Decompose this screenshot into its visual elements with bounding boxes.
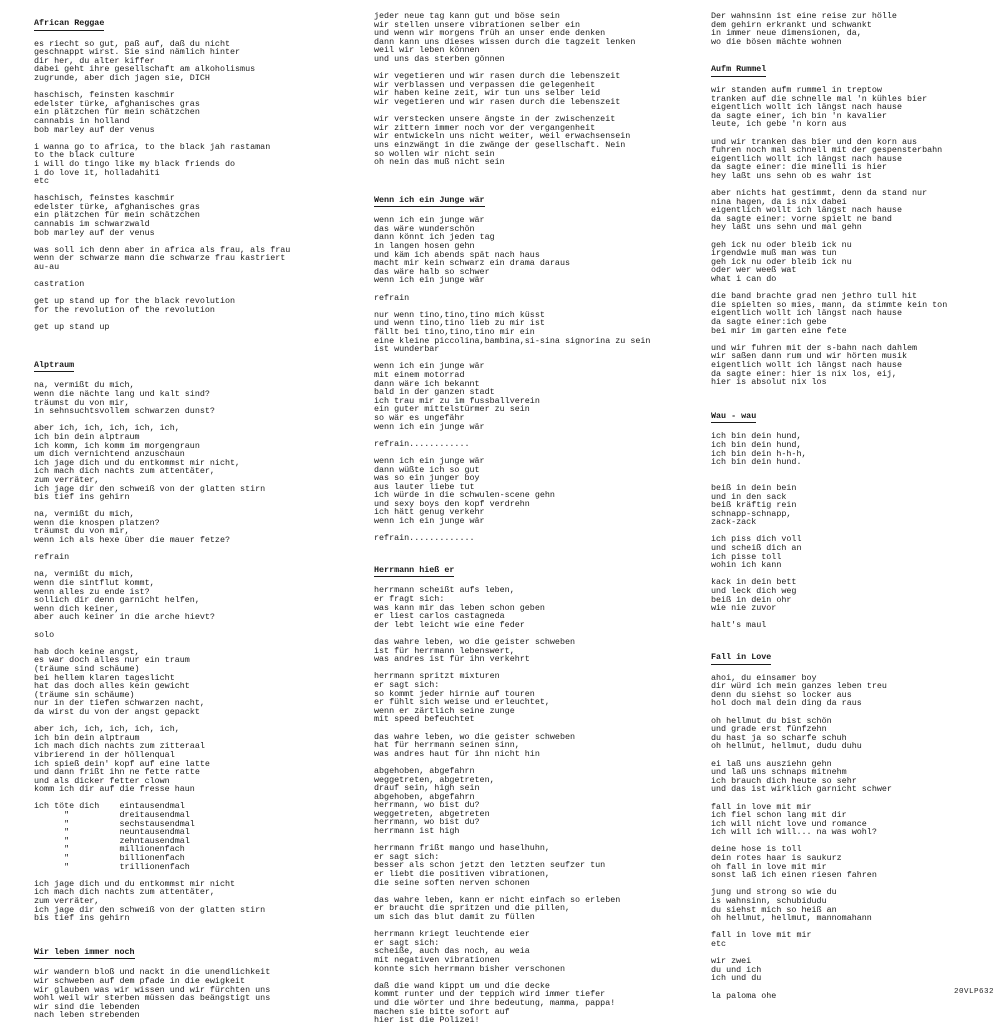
lyric-line: is wahnsinn, schubidudu xyxy=(711,896,827,907)
lyric-line: und käm ich abends spät nach haus xyxy=(374,249,540,260)
lyric-line: beiß kräftig rein xyxy=(711,500,797,511)
song-title: Aufm Rummel xyxy=(711,65,766,77)
lyric-line: dabei geht ihre gesellschaft am alkoholismus xyxy=(34,64,256,75)
lyric-line: wir stellen unsere vibrationen selber ein xyxy=(374,19,581,30)
lyric-line: herrmann, wo bist du? xyxy=(374,817,480,828)
lyric-line: ich hätt genug verkehr xyxy=(374,507,485,518)
lyric-line: bei hellem klaren tageslicht xyxy=(34,672,175,683)
lyric-line: hat für herrmann seinen sinn, xyxy=(374,740,520,751)
lyric-line: oder wer weeß wat xyxy=(711,265,797,276)
lyric-line: jung und strong so wie du xyxy=(711,887,837,898)
lyric-line: und das ist wirklich garnicht schwer xyxy=(711,784,892,795)
lyric-line: dir würd ich mein ganzes leben treu xyxy=(711,681,887,692)
lyric-line: wenn die nächte lang und kalt sind? xyxy=(34,388,210,399)
lyric-line: abgehoben, abgefahrn xyxy=(374,791,475,802)
lyric-line: " millionenfach xyxy=(34,844,185,855)
lyric-line: wohin ich kann xyxy=(711,560,782,571)
lyric-line: träumst du von mir, xyxy=(34,526,130,537)
lyric-line: beiß in dein ohr xyxy=(711,594,792,605)
stanza-gap xyxy=(374,285,704,294)
lyric-line: " neuntausendmal xyxy=(34,827,190,838)
lyric-line: so wär es ungefähr xyxy=(374,412,465,423)
lyric-line: " zehntausendmal xyxy=(34,835,190,846)
lyric-line: ich jage dich und du entkommst mir nicht xyxy=(34,878,236,889)
lyric-line: ich würde in die schwulen-scene gehn xyxy=(374,490,555,501)
lyric-line: ich bin dein hund. xyxy=(711,457,802,468)
lyric-line: oh hellmut, hellmut, mannomahann xyxy=(711,913,872,924)
lyric-line: zugrunde, aber dich jagen sie, DICH xyxy=(34,72,210,83)
lyric-line: eigentlich wollt ich längst nach hause xyxy=(711,205,902,216)
lyrics-column-right xyxy=(711,12,995,1000)
lyric-line: das wahre leben, wo die geister schweben xyxy=(374,637,576,647)
lyric-line: er liebt die positiven vibrationen, xyxy=(374,869,550,880)
lyric-line: hey laßt uns sehn und mal gehn xyxy=(711,222,862,233)
song-title: Wir leben immer noch xyxy=(34,948,135,960)
lyric-line: und leck dich weg xyxy=(711,586,797,597)
lyric-line: wenn der schwarze mann die schwarze frau kastriert xyxy=(34,253,286,264)
lyric-line: komm ich dir auf die fresse haun xyxy=(34,784,195,795)
lyric-line: geschnappt wirst. Sie sind nämlich hinter xyxy=(34,47,241,58)
lyric-line: herrmann spritzt mixturen xyxy=(374,671,500,682)
lyric-line: ich brauch dich heute so sehr xyxy=(711,775,857,786)
lyric-line: castration xyxy=(34,279,85,290)
lyric-line: ich bin dein alptraum xyxy=(34,732,140,743)
lyric-line: du hast ja so scharfe schuh xyxy=(711,732,847,743)
lyric-line: ich töte dich eintausendmal xyxy=(34,801,185,812)
lyric-line: i will do tingo like my black friends do xyxy=(34,158,236,169)
lyric-line: wo die bösen mächte wohnen xyxy=(711,36,842,47)
lyric-line: du und ich xyxy=(711,964,762,975)
lyric-line: er braucht die spritzen und die pillen, xyxy=(374,903,571,914)
lyric-line: in langen hosen gehn xyxy=(374,241,475,252)
song-block xyxy=(711,12,995,46)
lyric-line: get up stand up for the black revolution xyxy=(34,296,236,307)
lyric-line: etc xyxy=(711,939,727,949)
lyric-line: zack-zack xyxy=(711,517,757,528)
lyric-line: bald in der ganzen stadt xyxy=(374,387,495,398)
lyric-line: und wir fuhren mit der s-bahn nach dahlem xyxy=(711,342,918,353)
lyric-line: dir her, du alter kiffer xyxy=(34,55,155,66)
lyric-line: was kann mir das leben schon geben xyxy=(374,602,545,613)
lyric-line: nach leben strebenden xyxy=(34,1010,140,1021)
lyric-line: er sagt sich: xyxy=(374,679,440,690)
song-title: Wau - wau xyxy=(711,412,756,424)
lyric-line: ahoi, du einsamer boy xyxy=(711,672,817,683)
lyric-line: au-au xyxy=(34,262,60,273)
lyric-line: " dreitausendmal xyxy=(34,810,190,821)
lyric-line: la paloma ohe xyxy=(711,990,777,1001)
lyric-line: cannabis im schwarzwald xyxy=(34,219,150,230)
lyric-line: mit negativen vibrationen xyxy=(374,954,500,965)
lyric-line: was andres ist für ihn verkehrt xyxy=(374,654,530,665)
lyric-line: refrain............. xyxy=(374,533,475,544)
lyric-line: wenn ich ein junge wär xyxy=(374,361,485,372)
lyric-line: scheiße, auch das noch, au weia xyxy=(374,946,530,957)
lyric-line: wenn er zärtlich seine zunge xyxy=(374,705,515,716)
lyric-line: aber ich, ich, ich, ich, ich, xyxy=(34,423,180,434)
lyric-line: geh ick nu oder bleib ick nu xyxy=(711,256,852,267)
lyric-line: dein rotes haar is saukurz xyxy=(711,853,842,864)
lyric-line: wir standen aufm rummel in treptow xyxy=(711,84,882,95)
lyric-line: was soll ich denn aber in africa als frau, als frau xyxy=(34,244,291,255)
lyric-line: wir entwickeln uns nicht weiter, weil erwachsensein xyxy=(374,131,631,142)
lyric-line: und wenn wir morgens früh an unser ende denken xyxy=(374,28,606,39)
lyric-line: to the black culture xyxy=(34,150,135,161)
lyric-line: etc xyxy=(34,176,50,187)
lyric-line: wenn ich ein junge wär xyxy=(374,215,485,226)
lyric-line: Der wahnsinn ist eine reise zur hölle xyxy=(711,11,897,21)
lyric-line: wir verstecken unsere ängste in der zwischenzeit xyxy=(374,114,616,125)
lyric-line: refrain xyxy=(34,552,70,563)
lyric-line: ich mach dich nachts zum zitteraal xyxy=(34,741,205,752)
song-block xyxy=(374,12,704,167)
lyric-line: ist wunderbar xyxy=(374,344,440,355)
lyric-line: ich bin dein hund, xyxy=(711,439,802,450)
lyric-line: die band brachte grad nen jethro tull hit xyxy=(711,291,918,302)
lyric-line: eigentlich wollt ich längst nach hause xyxy=(711,102,902,113)
lyric-line: wir zwei xyxy=(711,956,752,967)
lyric-line: das wahre leben, wo die geister schweben xyxy=(374,731,576,742)
lyric-line: hier is absolut nix los xyxy=(711,377,827,388)
lyric-line: na, vermißt du mich, xyxy=(34,509,135,520)
lyric-line: eigentlich wollt ich längst nach hause xyxy=(711,359,902,370)
lyric-line: oh nein das muß nicht sein xyxy=(374,157,505,168)
song-block xyxy=(34,354,364,923)
lyric-line: das wäre wunderschön xyxy=(374,223,475,234)
lyric-line: weggetreten, abgetreten, xyxy=(374,774,495,785)
lyric-line: fällt bei tino,tino,tino mir ein xyxy=(374,327,535,337)
lyric-line: ich bin dein alptraum xyxy=(34,431,140,442)
lyric-line: ei laß uns ausziehn gehn xyxy=(711,758,832,769)
lyric-line: abgehoben, abgefahrn xyxy=(374,765,475,776)
lyric-line: oh fall in love mit mir xyxy=(711,861,827,872)
lyric-line: deine hose is toll xyxy=(711,844,802,855)
lyric-line: und grade erst fünfzehn xyxy=(711,724,827,735)
lyric-line: bob marley auf der venus xyxy=(34,124,155,135)
lyric-line: nur in der tiefen schwarzen nacht, xyxy=(34,698,205,709)
lyric-line: ich jage dir den schweiß von der glatten stirn xyxy=(34,904,266,915)
lyric-line: herrmann kriegt leuchtende eier xyxy=(374,929,530,940)
lyric-line: ich komm, ich komm im morgengraun xyxy=(34,440,200,451)
lyric-line: um dich vernichtend anzuschaun xyxy=(34,449,185,460)
lyric-line: denn du siehst so locker aus xyxy=(711,689,852,700)
lyric-line: (träume sin schäume) xyxy=(34,689,135,700)
lyric-line: ich und du xyxy=(711,973,762,984)
lyric-line: for the revolution of the revolution xyxy=(34,305,215,315)
lyric-line: ich fiel schon lang mit dir xyxy=(711,810,847,821)
lyric-line: na, vermißt du mich, xyxy=(34,569,135,580)
lyric-line: wenn alles zu ende ist? xyxy=(34,586,150,597)
lyric-line: das wahre leben, kann er nicht einfach so erleben xyxy=(374,894,621,905)
lyric-line: solo xyxy=(34,629,55,640)
lyric-line: hey laßt uns sehn ob es wahr ist xyxy=(711,170,872,181)
lyric-line: er liest carlos castagneda xyxy=(374,611,505,622)
song-title: Alptraum xyxy=(34,361,74,373)
lyric-line: in immer neue dimensionen, da, xyxy=(711,28,862,39)
lyric-line: hab doch keine angst, xyxy=(34,646,140,657)
lyric-line: " sechstausendmal xyxy=(34,818,195,829)
lyric-line: hier ist die Polizei! xyxy=(374,1015,480,1025)
lyric-line: i do love it, holladahiti xyxy=(34,167,160,178)
lyric-line: es war doch alles nur ein traum xyxy=(34,655,190,666)
lyric-line: haschisch, feinstes kaschmir xyxy=(34,193,175,204)
song-block xyxy=(374,559,704,1025)
lyric-line: ich jage dich und du entkommst mir nicht, xyxy=(34,457,241,468)
lyric-line: dann wäre ich bekannt xyxy=(374,378,480,389)
lyric-line: what i can do xyxy=(711,274,777,285)
lyric-line: ein plätzchen für mein schätzchen xyxy=(34,210,200,221)
lyric-line: und scheiß dich an xyxy=(711,543,802,554)
lyric-line: kommt runter und der teppich wird immer tiefer xyxy=(374,989,606,1000)
lyric-line: dann kann uns dieses wissen durch die tagzeit lenken xyxy=(374,36,636,47)
lyric-line: wir sind die lebenden xyxy=(34,1001,140,1012)
lyric-line: zum verräter, xyxy=(34,474,100,485)
song-block xyxy=(711,405,995,630)
lyric-line: eigentlich wollt ich längst nach hause xyxy=(711,153,902,164)
lyric-line: bis tief ins gehirn xyxy=(34,913,130,924)
song-block xyxy=(34,12,364,332)
lyric-line: eine kleine piccolina,bambina,si-sina signorina zu sein xyxy=(374,335,651,346)
lyric-line: da sagte einer: die minelli is hier xyxy=(711,162,887,173)
lyric-line: das wäre halb so schwer xyxy=(374,266,490,277)
lyric-line: " trillionenfach xyxy=(34,861,190,872)
lyric-line: träumst du von mir, xyxy=(34,397,130,408)
lyric-line: da sagte einer, ich bin 'n kavalier xyxy=(711,110,887,121)
lyric-line: wenn ich ein junge wär xyxy=(374,421,485,432)
lyric-line: oh hellmut du bist schön xyxy=(711,715,832,726)
lyric-line: konnte sich herrmann bisher verschonen xyxy=(374,963,565,974)
stanza-gap xyxy=(34,622,364,631)
lyric-line: ich will ich will... na was wohl? xyxy=(711,827,877,838)
lyric-line: leute, ich gebe 'n korn aus xyxy=(711,119,847,130)
lyric-line: besser als schon jetzt den letzten seufzer tun xyxy=(374,860,606,871)
lyric-line: mit einem motorrad xyxy=(374,369,465,380)
lyric-line: um sich das blut damit zu füllen xyxy=(374,912,535,922)
song-title: African Reggae xyxy=(34,19,104,31)
lyric-line: i wanna go to africa, to the black jah rastaman xyxy=(34,141,271,152)
lyric-line: daß die wand kippt um und die decke xyxy=(374,980,550,991)
lyric-line: wenn die sintflut kommt, xyxy=(34,578,155,589)
lyric-line: was so ein junger boy xyxy=(374,473,480,484)
lyric-line: wir glauben was wir wissen und wir fürchten uns xyxy=(34,984,271,995)
lyric-line: ich spieß dein' kopf auf eine latte xyxy=(34,758,210,769)
lyric-line: geh ick nu oder bleib ick nu xyxy=(711,239,852,250)
lyric-line: aus lauter liebe tut xyxy=(374,481,475,492)
lyric-line: ein guter mittelstürmer zu sein xyxy=(374,404,530,415)
lyric-line: ich mach dich nachts zum attentäter, xyxy=(34,887,215,898)
lyric-line: er sagt sich: xyxy=(374,937,440,948)
lyric-line: wir zittern immer noch vor der vergangenheit xyxy=(374,122,596,133)
lyric-line: mit speed befeuchtet xyxy=(374,714,475,725)
lyric-line: es riecht so gut, paß auf, daß du nicht xyxy=(34,38,231,49)
lyric-line: da wirst du von der angst gepackt xyxy=(34,706,200,717)
lyric-line: da sagte einer:ich gebe xyxy=(711,317,827,327)
lyric-line: refrain............ xyxy=(374,438,470,449)
lyric-line: ich pisse toll xyxy=(711,551,782,562)
lyric-line: da sagte einer: hier is nix los, eij, xyxy=(711,368,897,379)
lyric-line: und wenn tino,tino lieb zu mir ist xyxy=(374,318,545,329)
lyric-line: machen sie bitte sofort auf xyxy=(374,1006,510,1017)
lyric-line: er fragt sich: xyxy=(374,594,445,605)
song-title: Fall in Love xyxy=(711,653,771,665)
lyric-line: und laß uns schnaps mitnehm xyxy=(711,767,847,778)
lyric-line: wohl weil wir sterben müssen das beängstigt uns xyxy=(34,993,271,1004)
lyric-line: vibrierend in der höllenqual xyxy=(34,749,175,760)
lyric-line: in sehnsuchtsvollem schwarzen dunst? xyxy=(34,406,215,417)
lyric-line: edelster türke, afghanisches gras xyxy=(34,201,200,212)
lyric-line: macht mir kein schwarz ein drama daraus xyxy=(374,258,571,269)
lyric-line: so wollen wir nicht sein xyxy=(374,148,495,159)
lyric-line: aber nichts hat gestimmt, denn da stand nur xyxy=(711,188,928,199)
lyric-line: wir saßen dann rum und wir hörten musik xyxy=(711,351,908,362)
lyric-line: na, vermißt du mich, xyxy=(34,380,135,391)
lyric-line: die seine soften nerven schonen xyxy=(374,877,530,888)
lyric-line: wenn ich ein junge wär xyxy=(374,455,485,466)
lyric-line: bei mir im garten eine fete xyxy=(711,325,847,336)
lyric-line: der lebt leicht wie eine feder xyxy=(374,619,525,630)
lyrics-column-middle xyxy=(374,12,704,1025)
lyric-line: refrain xyxy=(374,292,410,303)
lyric-line: sonst laß ich einen riesen fahren xyxy=(711,870,877,881)
lyric-line: wenn die knospen platzen? xyxy=(34,517,160,528)
lyric-line: was andres haut für ihn nicht hin xyxy=(374,748,540,759)
lyric-line: jeder neue tag kann gut und böse sein xyxy=(374,11,560,21)
lyric-line: sollich dir denn garnicht helfen, xyxy=(34,595,200,606)
lyric-line: weggetreten, abgetreten xyxy=(374,808,490,819)
lyric-line: ich will nicht love und romance xyxy=(711,818,867,829)
lyric-line: er sagt sich: xyxy=(374,851,440,862)
lyric-line: eigentlich wollt ich längst nach hause xyxy=(711,308,902,319)
lyric-line: nina hagen, da is nix dabei xyxy=(711,196,847,207)
stanza-gap xyxy=(711,467,995,476)
lyric-line: herrmann scheißt aufs leben, xyxy=(374,585,515,596)
lyric-line: ist für herrmann lebenswert, xyxy=(374,645,515,656)
song-block xyxy=(374,189,704,543)
lyric-line: ich jage dir den schweiß von der glatten stirn xyxy=(34,483,266,494)
lyric-line: er fühlt sich weise und erleuchtet, xyxy=(374,697,550,708)
lyric-line: wie nie zuvor xyxy=(711,603,777,614)
lyric-line: wir vegetieren und wir rasen durch die lebenszeit xyxy=(374,96,621,107)
lyric-line: halt's maul xyxy=(711,620,767,631)
lyric-line: dem gehirn erkrankt und schwankt xyxy=(711,19,872,30)
song-block xyxy=(711,646,995,1000)
lyric-line: hol doch mal dein ding da raus xyxy=(711,698,862,709)
lyric-line: wenn ich als hexe über die mauer fetze? xyxy=(34,535,231,546)
lyric-line: ich trau mir zu im fussballverein xyxy=(374,395,540,406)
lyric-line: und wir tranken das bier und den korn aus xyxy=(711,136,918,147)
lyric-line: so kommt jeder hirnie auf touren xyxy=(374,688,535,699)
lyric-line: irgendwie muß man was tun xyxy=(711,248,837,259)
lyric-line: kack in dein bett xyxy=(711,577,797,588)
lyric-line: get up stand up xyxy=(34,322,110,333)
song-title: Herrmann hieß er xyxy=(374,566,454,578)
song-title: Wenn ich ein Junge wär xyxy=(374,196,485,208)
lyric-line: nur wenn tino,tino,tino mich küsst xyxy=(374,309,545,320)
lyric-line: ich bin dein hund, xyxy=(711,431,802,442)
lyric-line: schnapp-schnapp, xyxy=(711,508,792,519)
lyric-line: cannabis in holland xyxy=(34,115,130,126)
lyric-line: " billionenfach xyxy=(34,853,185,864)
lyric-line: die spielten so mies, mann, da stimmte kein ton xyxy=(711,299,948,310)
lyric-line: und sexy boys den kopf verdrehn xyxy=(374,498,530,509)
lyric-line: dann könnt ich jeden tag xyxy=(374,232,495,243)
lyric-line: fall in love mit mir xyxy=(711,930,812,941)
lyric-line: (träume sind schäume) xyxy=(34,663,140,674)
lyric-line: und uns das sterben gönnen xyxy=(374,53,505,64)
lyric-line: du siehst mich so heiß an xyxy=(711,904,837,915)
lyric-line: und dann frißt ihn ne fette ratte xyxy=(34,767,200,778)
lyric-line: dann wüßte ich so gut xyxy=(374,464,480,475)
lyric-line: herrmann frißt mango und haselhuhn, xyxy=(374,843,550,854)
lyric-line: wir schweben auf dem pfade in die ewigkeit xyxy=(34,975,246,986)
lyric-line: wir verblassen und verpassen die gelegenheit xyxy=(374,79,596,90)
lyric-line: ich piss dich voll xyxy=(711,534,802,545)
lyric-line: bis tief ins gehirn xyxy=(34,492,130,503)
lyric-line: herrmann, wo bist du? xyxy=(374,800,480,811)
lyric-line: wir vegetieren und wir rasen durch die lebenszeit xyxy=(374,71,621,82)
lyric-line: und als dicker fetter clown xyxy=(34,775,170,786)
lyric-line: ein plätzchen für mein schätzchen xyxy=(34,107,200,118)
lyric-line: haschisch, feinsten kaschmir xyxy=(34,90,175,101)
lyric-line: wenn ich ein junge wär xyxy=(374,516,485,527)
lyric-line: wenn ich ein junge wär xyxy=(374,275,485,286)
lyric-line: wir wandern bloß und nackt in die unendlichkeit xyxy=(34,967,271,978)
lyric-line: edelster türke, afghanisches gras xyxy=(34,98,200,109)
catalog-number: 20VLP632 xyxy=(953,988,994,996)
lyric-line: fuhren noch mal schnell mit der gespensterbahn xyxy=(711,145,943,156)
lyric-line: aber auch keiner in die arche hievt? xyxy=(34,612,215,623)
lyric-line: bob marley auf der venus xyxy=(34,227,155,238)
lyric-line: wenn dich keiner, xyxy=(34,603,120,614)
lyric-line: tranken auf die schnelle mal 'n kühles bier xyxy=(711,93,928,104)
lyric-line: und in den sack xyxy=(711,491,787,502)
lyric-line: hat das doch alles kein gewicht xyxy=(34,681,190,692)
song-block xyxy=(34,941,364,1020)
lyric-line: ich bin dein h-h-h, xyxy=(711,448,807,459)
lyric-line: da sagte einer: vorne spielt ne band xyxy=(711,213,892,224)
lyric-line: wir haben keine zeit, wir tun uns selber leid xyxy=(374,88,601,99)
song-block xyxy=(711,58,995,386)
stanza-gap xyxy=(34,545,364,554)
lyric-line: herrmann ist high xyxy=(374,826,460,837)
lyric-line: zum verräter, xyxy=(34,896,100,906)
lyric-line: beiß in dein bein xyxy=(711,482,797,493)
lyric-line: weil wir leben können xyxy=(374,45,480,56)
lyric-line: uns einzwängt in die zwänge der gesellschaft. Nein xyxy=(374,139,626,150)
lyric-line: fall in love mit mir xyxy=(711,801,812,812)
stanza-gap xyxy=(711,949,995,958)
lyrics-column-left xyxy=(34,12,364,1020)
lyric-line: drauf sein, high sein xyxy=(374,783,480,794)
lyric-line: und die wörter und ihre bedeutung, mamma, pappa! xyxy=(374,997,616,1008)
lyric-line: aber ich, ich, ich, ich, ich, xyxy=(34,724,180,735)
lyric-line: oh hellmut, hellmut, dudu duhu xyxy=(711,741,862,752)
lyric-line: ich mach dich nachts zum attentäter, xyxy=(34,466,215,477)
